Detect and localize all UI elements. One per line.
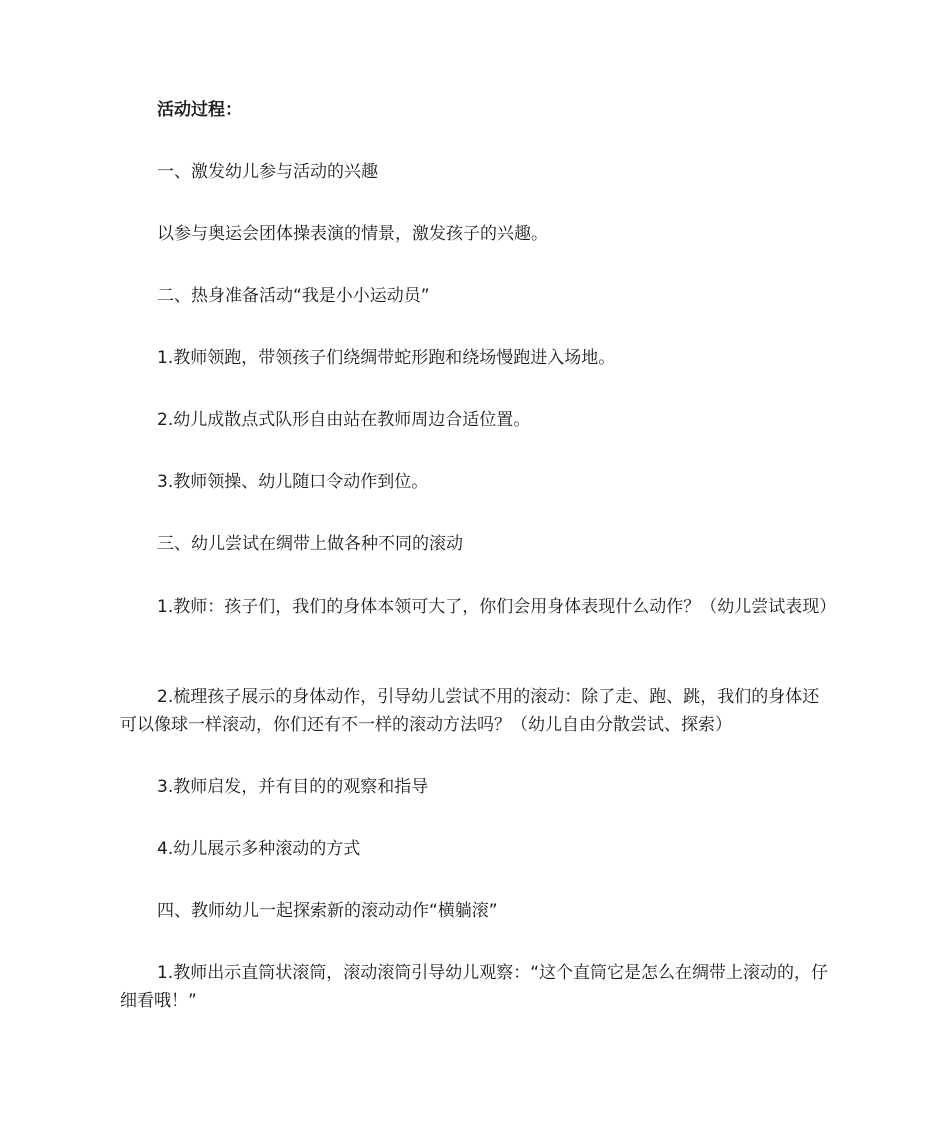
paragraph-10: 3.教师启发，并有目的的观察和指导 (157, 777, 429, 797)
paragraph-3: 二、热身准备活动“我是小小运动员” (157, 286, 430, 306)
paragraph-2: 以参与奥运会团体操表演的情景，激发孩子的兴趣。 (157, 224, 548, 244)
paragraph-4: 1.教师领跑，带领孩子们绕绸带蛇形跑和绕场慢跑进入场地。 (157, 348, 616, 368)
paragraph-11: 4.幼儿展示多种滚动的方式 (157, 839, 361, 859)
paragraph-9: 2.梳理孩子展示的身体动作，引导幼儿尝试不用的滚动：除了走、跑、跳，我们的身体还可以像球一样滚动，你们还有不一样的滚动方法吗？（幼儿自由分散尝试、探索） (120, 687, 820, 735)
paragraph-8: 1.教师：孩子们，我们的身体本领可大了，你们会用身体表现什么动作？（幼儿尝试表现） (157, 597, 837, 617)
paragraph-5: 2.幼儿成散点式队形自由站在教师周边合适位置。 (157, 410, 531, 430)
section-heading: 活动过程： (157, 100, 242, 120)
paragraph-13: 1.教师出示直筒状滚筒，滚动滚筒引导幼儿观察：“这个直筒它是怎么在绸带上滚动的，仔细看哦！” (120, 963, 829, 1011)
paragraph-7: 三、幼儿尝试在绸带上做各种不同的滚动 (157, 534, 463, 554)
paragraph-1: 一、激发幼儿参与活动的兴趣 (157, 162, 378, 182)
paragraph-12: 四、教师幼儿一起探索新的滚动动作“横躺滚” (157, 901, 498, 921)
paragraph-6: 3.教师领操、幼儿随口令动作到位。 (157, 472, 429, 492)
